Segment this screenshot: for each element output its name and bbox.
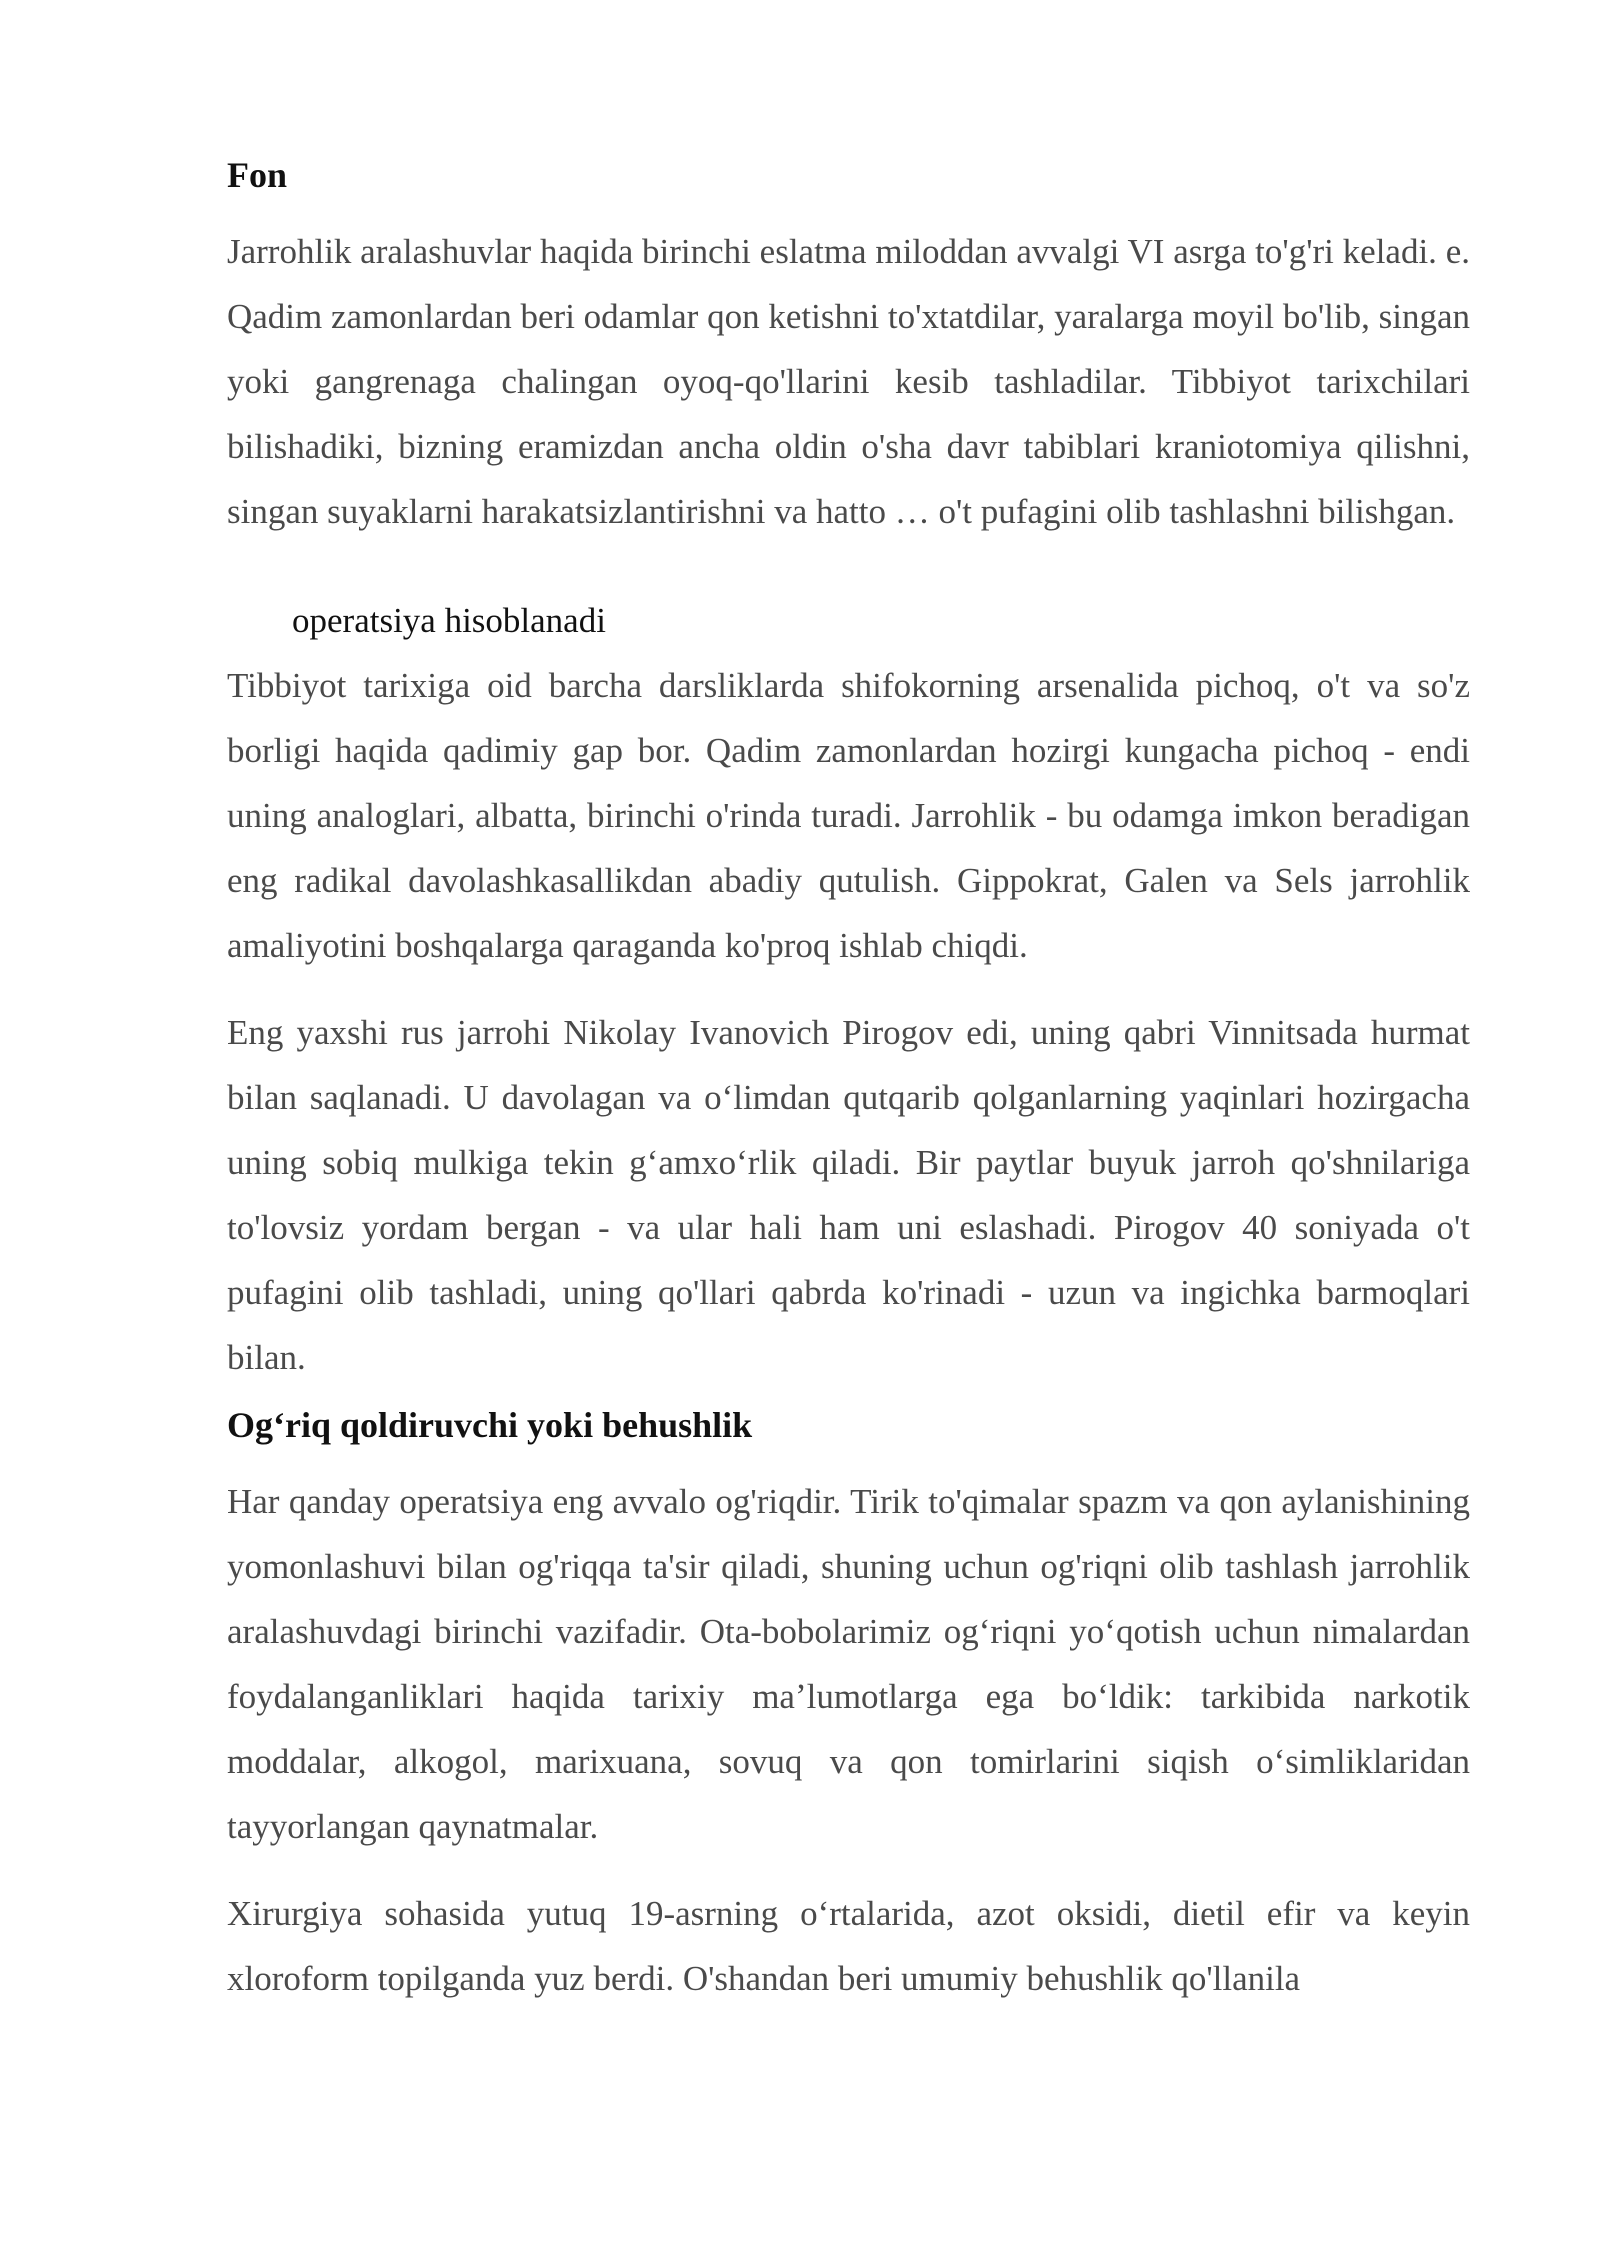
- paragraph-anesthesia: Xirurgiya sohasida yutuq 19-asrning oʻrtalarida, azot oksidi, dietil efir va keyin xloroform topilganda yuz berdi. O'shandan beri umumiy behushlik qo'llanila: [227, 1894, 1470, 1999]
- document-page: [227, 140, 1470, 2011]
- section-heading-fon: Fon: [227, 155, 288, 195]
- section-heading-pain: Ogʻriq qoldiruvchi yoki behushlik: [227, 1405, 753, 1446]
- paragraph-pain: Har qanday operatsiya eng avvalo og'riqdir. Tirik to'qimalar spazm va qon aylanishining yomonlashuvi bilan og'riqqa ta'sir qiladi, shuning uchun og'riqni olib tashlash jarrohlik aralashuvdagi birinchi vazifadir. Ota-bobolarimiz ogʻriqni yoʻqotish uchun nimalardan foydalanganliklari haqida tarixiy maʼlumotlarga ega boʻldik: tarkibida narkotik moddalar, alkogol, marixuana, sovuq va qon tomirlarini siqish oʻsimliklaridan tayyorlangan qaynatmalar.: [227, 1482, 1470, 1847]
- paragraph-history-intro: Jarrohlik aralashuvlar haqida birinchi eslatma miloddan avvalgi VI asrga to'g'ri keladi. e. Qadim zamonlardan beri odamlar qon ketishni to'xtatdilar, yaralarga moyil bo'lib, singan yoki gangrenaga chalingan oyoq-qo'llarini kesib tashladilar. Tibbiyot tarixchilari bilishadiki, bizning eramizdan ancha oldin o'sha davr tabiblari kraniotomiya qilishni, singan suyaklarni harakatsizlantirishni va hatto … o't pufagini olib tashlashni bilishgan.: [227, 232, 1471, 532]
- paragraph-pirogov: Eng yaxshi rus jarrohi Nikolay Ivanovich Pirogov edi, uning qabri Vinnitsada hurmat bilan saqlanadi. U davolagan va oʻlimdan qutqarib qolganlarning yaqinlari hozirgacha uning sobiq mulkiga tekin gʻamxoʻrlik qiladi. Bir paytlar buyuk jarroh qo'shnilariga to'lovsiz yordam bergan - va ular hali ham uni eslashadi. Pirogov 40 soniyada o't pufagini olib tashladi, uning qo'llari qabrda ko'rinadi - uzun va ingichka barmoqlari bilan.: [227, 1013, 1470, 1378]
- subtitle-operation: operatsiya hisoblanadi: [292, 601, 606, 641]
- paragraph-medical-history: Tibbiyot tarixiga oid barcha darsliklarda shifokorning arsenalida pichoq, o't va so'z borligi haqida qadimiy gap bor. Qadim zamonlardan hozirgi kungacha pichoq - endi uning analoglari, albatta, birinchi o'rinda turadi. Jarrohlik - bu odamga imkon beradigan eng radikal davolashkasallikdan abadiy qutulish. Gippokrat, Galen va Sels jarrohlik amaliyotini boshqalarga qaraganda ko'proq ishlab chiqdi.: [227, 666, 1470, 966]
